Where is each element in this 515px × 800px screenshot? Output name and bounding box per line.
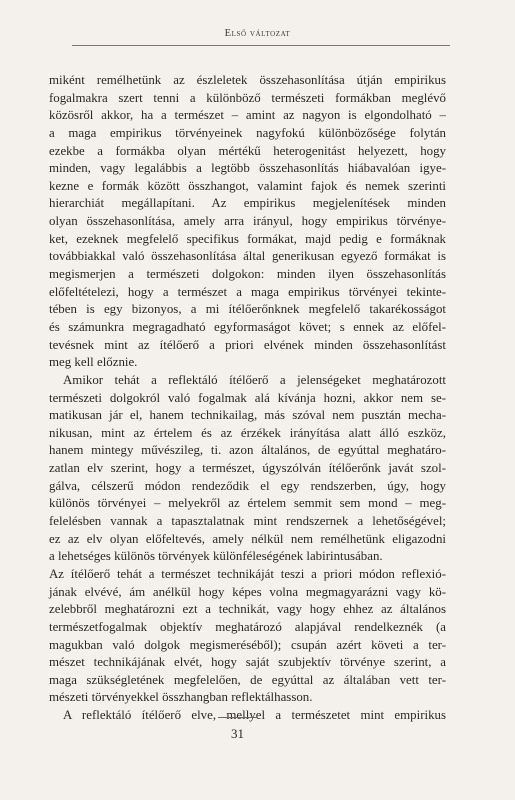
text-line: zatlan elv szerint, hogy a természet, úgyszólván ítélőerőnk javát szol- [49,461,446,476]
text-line: ezekbe a formákba olyan mértékű heterogenitást helyezett, hogy [49,143,446,158]
text-line: tevésnek mint az ítélőerő a priori elvének minden összehasonlítást [49,337,446,352]
text-line: nikusan, mint az értelem és az érzékek irányítása alatt álló eszköz, [49,425,446,440]
text-line: magukban való dolgok megismeréséből); csupán azért követi a ter- [49,637,446,652]
text-line: természeti dolgokról való fogalmak alá kívánja hozni, akkor nem se- [49,390,446,405]
text-line: meg kell előznie. [49,355,138,370]
text-line: tében is egy bizonyos, a mi ítélőerőnknek megfelelő takarékosságot [49,302,446,317]
body-text [49,72,446,725]
text-line: Amikor tehát a reflektáló ítélőerő a jelenségeket meghatározott [63,372,446,387]
text-line: mészet technikájának elvét, hogy saját szubjektív törvénye szerint, a [49,655,446,670]
text-line: ez az elv olyan előfeltevés, amely nélkül nem remélhetünk eligazodni [49,531,446,546]
text-line: továbbiakkal való összehasonlítása által generikusan egyező formákat is [49,249,446,264]
text-line: matikusan jár el, hanem technikailag, más szóval nem pusztán mecha- [49,408,446,423]
text-line: hierarchiát megállapítani. Az empirikus megjelenítések minden [49,196,446,211]
text-line: kezne e formák között összhangot, valamint fajok és nemek szerinti [49,178,446,193]
text-line: felelésben vannak a tapasztalatnak mint rendszernek a lehetőségével; [49,514,446,529]
text-line: megismerjen a természeti dolgokon: minden ilyen összehasonlítás [49,267,446,282]
text-line: és számunkra megragadható egyformaságot követ; s ennek az előfel- [49,319,446,334]
text-line: ket, ezeknek megfelelő specifikus formákat, majd pedig e formáknak [49,231,446,246]
text-line: miként remélhetünk az észleletek összehasonlítása útján empirikus [49,73,446,87]
text-line: a maga empirikus törvényeinek nagyfokú különbözősége folytán [49,125,446,140]
text-line: különös törvényei – melyekről az értelem semmit sem mond – meg- [49,496,446,511]
text-line: A reflektáló ítélőerő elve, mellyel a természetet mint empirikus [63,708,446,723]
text-line: gálva, célszerű módon rendeződik el egy rendszerben, úgy, hogy [49,478,446,493]
text-line: olyan összehasonlítása, amely arra irányul, hogy empirikus törvénye- [49,214,446,229]
text-line: minden, vagy legalábbis a legtöbb összehasonlítás hiábavalóan igye- [49,161,446,176]
page-number: 31 [231,726,244,741]
footer-rule [218,717,258,718]
text-line: előfeltételezi, hogy a természet a maga empirikus törvényei tekinte- [49,284,446,299]
text-line: hanem mintegy művészileg, ti. azon általános, de egyúttal meghatáro- [49,443,446,458]
text-line: jának elvévé, ám anélkül hogy képes volna megmagyarázni vagy kö- [49,584,446,599]
text-line: a lehetséges különös törvények különféleségének labirintusában. [49,549,383,564]
text-line: természetfogalmak objektív meghatározó alapjával rendelkeznék (a [49,619,446,634]
running-head: Első változat [224,28,291,39]
text-line: fogalmakra szert tenni a különböző természeti formákban meglévő [49,90,446,105]
text-line: maga szükségletének megfelelően, de egyúttal az általában vett ter- [49,672,446,687]
text-line: közösről akkor, ha a természet – amint az nagyon is elgondolható – [49,108,446,123]
header-rule [72,45,450,46]
text-line: mészeti törvényekkel összhangban reflektálhasson. [49,690,313,705]
text-line: Az ítélőerő tehát a természet technikáját teszi a priori módon reflexió- [49,566,446,581]
text-line: zelebbről meghatározni ezt a technikát, vagy hogy ehhez az általános [49,602,446,617]
